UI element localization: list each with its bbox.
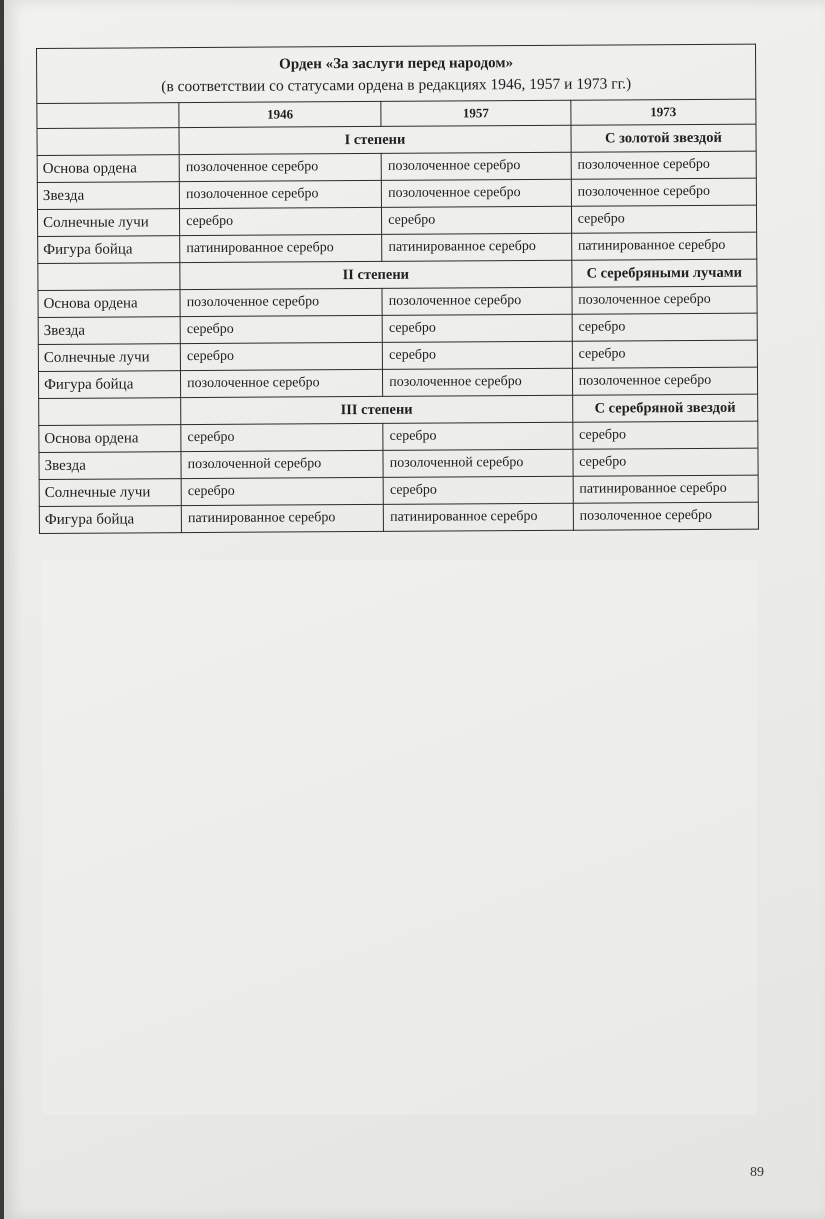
- year-header: 1946: [179, 101, 381, 127]
- table-cell: серебро: [573, 448, 758, 476]
- row-label: Основа ордена: [38, 290, 180, 318]
- row-label: Звезда: [38, 317, 180, 345]
- page-number: 89: [750, 1165, 764, 1180]
- table-cell: серебро: [382, 206, 572, 234]
- table-cell: позолоченное серебро: [572, 286, 757, 314]
- table-cell: позолоченное серебро: [179, 153, 381, 181]
- faint-background-block: [42, 560, 757, 1115]
- table-cell: патинированное серебро: [571, 232, 756, 260]
- row-label: Основа ордена: [37, 155, 179, 183]
- row-label: Фигура бойца: [38, 371, 180, 399]
- table-cell: позолоченное серебро: [572, 367, 757, 395]
- row-label: Основа ордена: [39, 425, 181, 453]
- table-cell: позолоченное серебро: [571, 178, 756, 206]
- table-title-cell: [37, 44, 756, 103]
- table-cell: позолоченное серебро: [383, 368, 573, 396]
- table-cell: серебро: [181, 423, 383, 451]
- degree-header-blank: [37, 128, 179, 156]
- table-cell: позолоченное серебро: [571, 151, 756, 179]
- degree-label: I степени: [179, 125, 571, 154]
- table-cell: позолоченное серебро: [382, 287, 572, 315]
- table-cell: патинированное серебро: [382, 233, 572, 261]
- year-header: 1973: [571, 99, 756, 125]
- table-cell: серебро: [383, 476, 573, 504]
- row-label: Фигура бойца: [38, 236, 180, 264]
- table-cell: позолоченное серебро: [381, 152, 571, 180]
- variant-1973-label: С серебряными лучами: [572, 259, 757, 287]
- table-cell: серебро: [571, 205, 756, 233]
- degree-header-blank: [39, 398, 181, 426]
- variant-1973-label: С золотой звездой: [571, 124, 756, 152]
- table-title: Орден «За заслуги перед народом»: [279, 55, 514, 73]
- row-label: Звезда: [37, 182, 179, 210]
- table-cell: позолоченное серебро: [179, 180, 381, 208]
- table-cell: серебро: [383, 341, 573, 369]
- row-label: Фигура бойца: [39, 506, 181, 534]
- table-subtitle: (в соответствии со статусами ордена в редакциях 1946, 1957 и 1973 гг.): [161, 75, 632, 96]
- table-cell: позолоченное серебро: [573, 502, 758, 530]
- table-cell: патинированное серебро: [573, 475, 758, 503]
- table-cell: позолоченной серебро: [181, 450, 383, 478]
- order-materials-table: [36, 44, 759, 534]
- table-cell: серебро: [572, 421, 757, 449]
- table-cell: патинированное серебро: [384, 503, 574, 531]
- degree-label: II степени: [180, 260, 572, 289]
- row-label: Звезда: [39, 452, 181, 480]
- table-cell: серебро: [572, 313, 757, 341]
- table-cell: позолоченной серебро: [383, 449, 573, 477]
- row-label: Солнечные лучи: [37, 209, 179, 237]
- table-cell: патинированное серебро: [181, 504, 383, 532]
- row-label: Солнечные лучи: [38, 344, 180, 372]
- table-cell: позолоченное серебро: [382, 179, 572, 207]
- table-cell: серебро: [181, 477, 383, 505]
- table-title-row: [37, 44, 756, 103]
- degree-label: III степени: [181, 395, 573, 424]
- table-cell: серебро: [180, 207, 382, 235]
- table-cell: серебро: [382, 314, 572, 342]
- year-header: 1957: [381, 100, 571, 126]
- row-label: Солнечные лучи: [39, 479, 181, 507]
- degree-header-blank: [38, 263, 180, 291]
- table-cell: позолоченное серебро: [180, 288, 382, 316]
- table-cell: серебро: [180, 315, 382, 343]
- years-header-blank: [37, 103, 179, 129]
- table-row: [39, 502, 758, 533]
- table-cell: патинированное серебро: [180, 234, 382, 262]
- table-cell: серебро: [383, 422, 573, 450]
- book-page: [4, 0, 825, 1219]
- table-cell: серебро: [572, 340, 757, 368]
- table-cell: позолоченное серебро: [181, 369, 383, 397]
- variant-1973-label: С серебряной звездой: [572, 394, 757, 422]
- table-cell: серебро: [180, 342, 382, 370]
